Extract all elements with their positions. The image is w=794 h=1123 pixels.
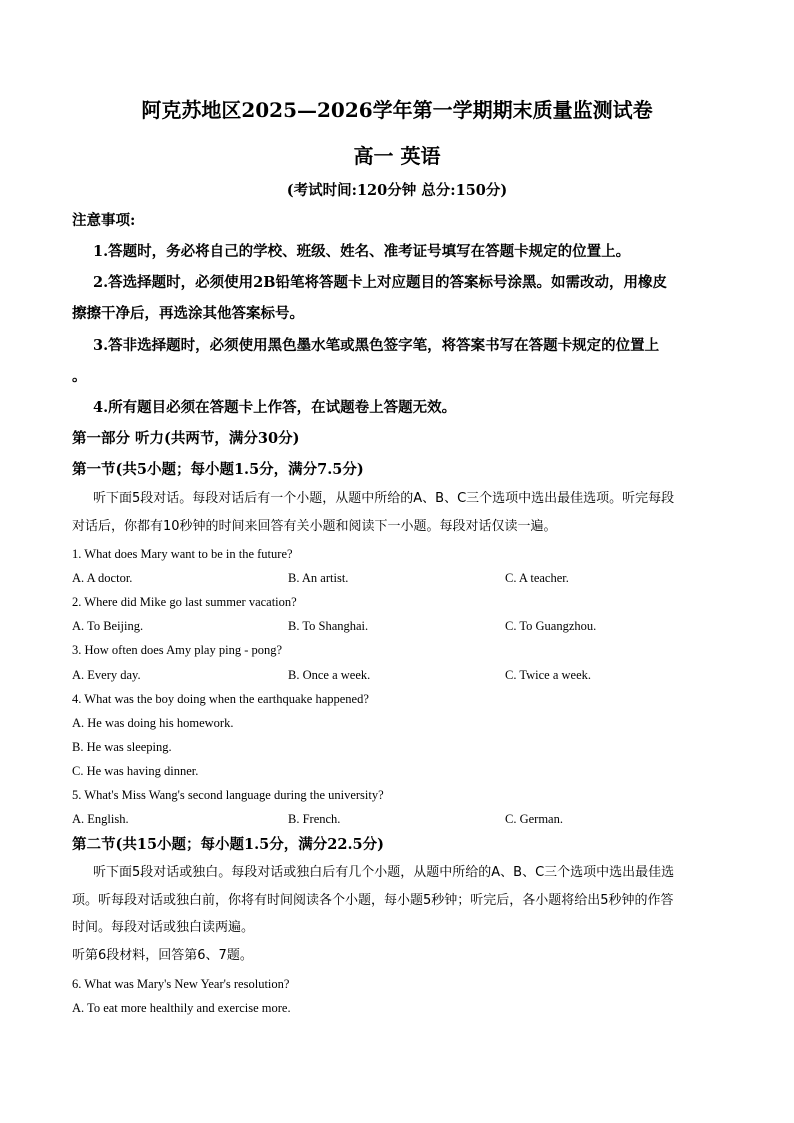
part1-heading: 第一部分 听力(共两节，满分30分) — [72, 430, 300, 447]
exam-info: (考试时间:120分钟 总分:150分) — [286, 182, 508, 199]
question-1-option-b: B. An artist. — [288, 571, 349, 585]
question-1-stem: 1. What does Mary want to be in the future? — [72, 547, 293, 561]
question-6-option-a: A. To eat more healthily and exercise more. — [72, 1001, 291, 1015]
question-2-option-a: A. To Beijing. — [72, 619, 144, 633]
notice-item-2-line-2: 擦擦干净后，再选涂其他答案标号。 — [72, 305, 304, 322]
question-2-option-c: C. To Guangzhou. — [505, 619, 597, 633]
section1-instructions-line-1: 听下面5段对话。每段对话后有一个小题，从题中所给的A、B、C三个选项中选出最佳选项。听完每段 — [93, 491, 675, 506]
question-3-option-c: C. Twice a week. — [505, 668, 592, 682]
question-1-option-a: A. A doctor. — [72, 571, 133, 585]
notice-heading: 注意事项: — [72, 212, 136, 229]
question-2-stem: 2. Where did Mike go last summer vacation? — [72, 595, 297, 609]
question-5-option-c: C. German. — [505, 812, 563, 826]
section2-instructions-line-3: 时间。每段对话或独白读两遍。 — [72, 920, 255, 935]
notice-item-4: 4.所有题目必须在答题卡上作答，在试题卷上答题无效。 — [93, 399, 457, 416]
question-3-option-a: A. Every day. — [72, 668, 141, 682]
question-4-stem: 4. What was the boy doing when the earthquake happened? — [72, 692, 369, 706]
notice-item-2-line-1: 2.答选择题时，必须使用2B铅笔将答题卡上对应题目的答案标号涂黑。如需改动，用橡皮 — [93, 274, 667, 291]
question-6-stem: 6. What was Mary's New Year's resolution? — [72, 977, 290, 991]
section1-heading: 第一节(共5小题；每小题1.5分，满分7.5分) — [72, 461, 364, 478]
exam-subject: 高一 英语 — [353, 144, 441, 168]
question-4-option-a: A. He was doing his homework. — [72, 716, 234, 730]
section2-instructions-line-2: 项。听每段对话或独白前，你将有时间阅读各个小题，每小题5秒钟；听完后，各小题将给出5秒钟的作答 — [72, 893, 674, 908]
question-5-stem: 5. What's Miss Wang's second language during the university? — [72, 788, 384, 802]
question-4-option-b: B. He was sleeping. — [72, 740, 172, 754]
question-5-option-a: A. English. — [72, 812, 129, 826]
question-3-stem: 3. How often does Amy play ping - pong? — [72, 643, 283, 657]
question-3-option-b: B. Once a week. — [288, 668, 371, 682]
section2-heading: 第二节(共15小题；每小题1.5分，满分22.5分) — [72, 836, 384, 853]
exam-title: 阿克苏地区2025—2026学年第一学期期末质量监测试卷 — [141, 98, 653, 122]
notice-item-3-line-2: 。 — [72, 368, 87, 385]
question-2-option-b: B. To Shanghai. — [288, 619, 369, 633]
section1-instructions-line-2: 对话后，你都有10秒钟的时间来回答有关小题和阅读下一小题。每段对话仅读一遍。 — [72, 519, 557, 534]
material-6-label: 听第6段材料，回答第6、7题。 — [72, 948, 253, 963]
section2-instructions-line-1: 听下面5段对话或独白。每段对话或独白后有几个小题，从题中所给的A、B、C三个选项中选出最佳选 — [93, 865, 675, 880]
question-1-option-c: C. A teacher. — [505, 571, 569, 585]
question-4-option-c: C. He was having dinner. — [72, 764, 199, 778]
notice-item-3-line-1: 3.答非选择题时，必须使用黑色墨水笔或黑色签字笔，将答案书写在答题卡规定的位置上 — [93, 337, 660, 354]
notice-item-1: 1.答题时，务必将自己的学校、班级、姓名、准考证号填写在答题卡规定的位置上。 — [93, 243, 631, 260]
question-5-option-b: B. French. — [288, 812, 341, 826]
